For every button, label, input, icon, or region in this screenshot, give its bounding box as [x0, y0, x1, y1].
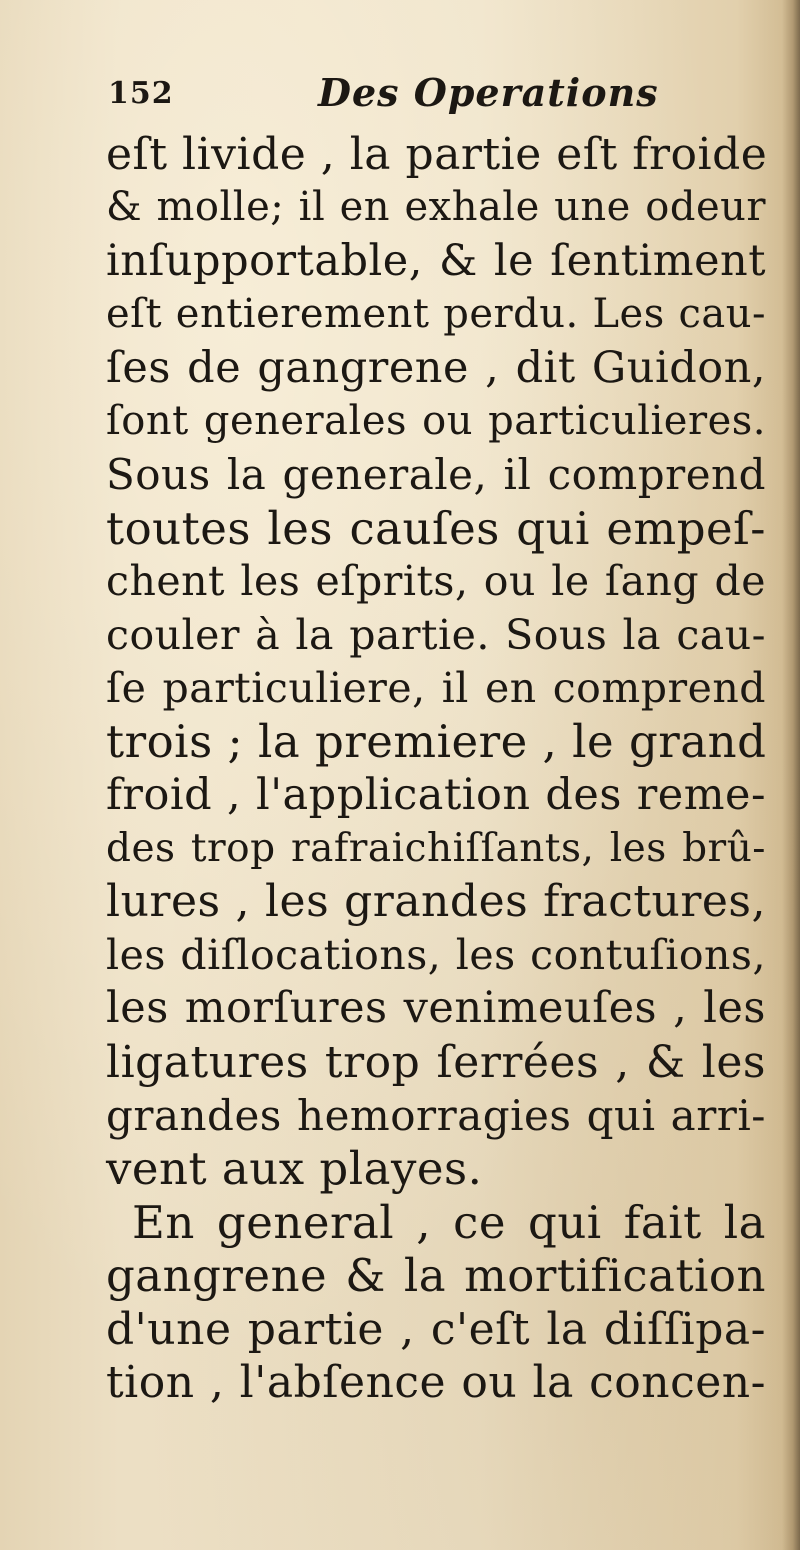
text-line: & molle; il en exhale une odeur	[106, 184, 766, 231]
text-line: chent les eſprits, ou le ſang de	[106, 557, 766, 606]
page-number: 152	[108, 76, 174, 111]
running-title: Des Operations	[318, 70, 659, 115]
page-gutter-shadow	[782, 0, 800, 1550]
text-line: grandes hemorragies qui arri-	[106, 1091, 766, 1141]
text-line: gangrene & la mortification	[106, 1249, 766, 1303]
text-line: les morſures venimeuſes , les	[106, 983, 766, 1034]
text-line-paragraph-start: En general , ce qui fait la	[132, 1195, 766, 1249]
body-text	[106, 128, 766, 1409]
text-line: Sous la generale, il comprend	[106, 450, 766, 500]
text-line: inſupportable, & le ſentiment	[106, 235, 766, 286]
text-line: trois ; la premiere , le grand	[106, 715, 767, 769]
text-line: lures , les grandes fractures,	[106, 876, 766, 928]
text-line: eſt entierement perdu. Les cau-	[106, 291, 766, 338]
text-line: froid , l'application des reme-	[106, 769, 766, 820]
text-line: couler à la partie. Sous la cau-	[106, 610, 766, 659]
text-line: tion , l'abſence ou la concen-	[106, 1356, 766, 1408]
text-line: ſont generales ou particulieres.	[106, 397, 766, 444]
text-line: ſes de gangrene , dit Guidon,	[106, 342, 766, 393]
text-line-paragraph-end: vent aux playes.	[106, 1142, 483, 1196]
text-line: ſe particuliere, il en comprend	[106, 663, 766, 712]
text-line: eſt livide , la partie eſt froide	[106, 129, 768, 180]
text-line: des trop rafraichiſſants, les brû-	[106, 826, 766, 872]
text-line: les diſlocations, les contuſions,	[106, 930, 766, 979]
page-header	[108, 70, 668, 120]
text-line: ligatures trop ſerrées , & les	[106, 1036, 766, 1088]
text-line: toutes les cauſes qui empeſ-	[106, 501, 766, 555]
text-line: d'une partie , c'eſt la diſſipa-	[106, 1303, 766, 1355]
